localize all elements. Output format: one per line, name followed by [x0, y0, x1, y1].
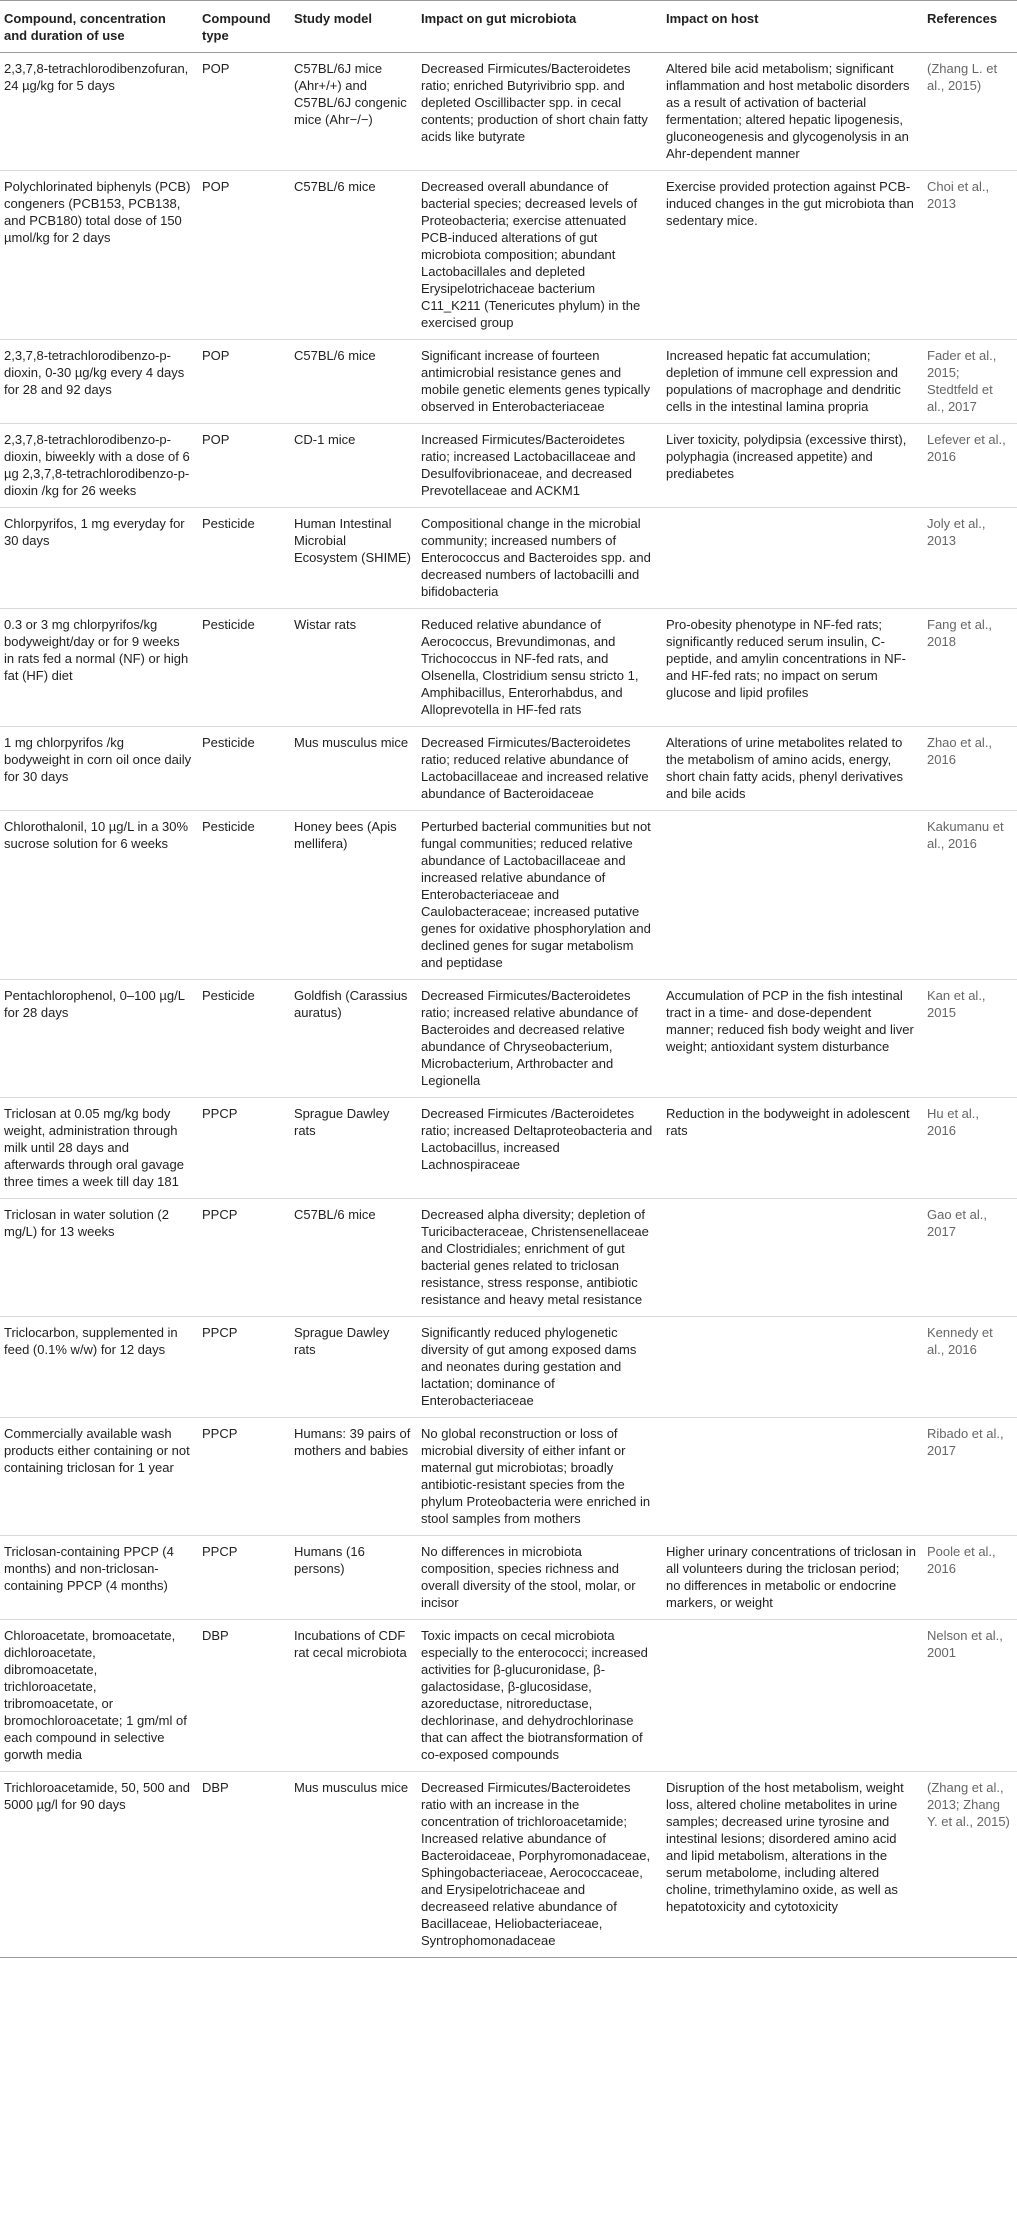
cell-refs: Ribado et al., 2017 — [923, 1418, 1017, 1536]
cell-compound: 0.3 or 3 mg chlorpyrifos/kg bodyweight/day or for 9 weeks in rats fed a normal (NF) or high fat (HF) diet — [0, 609, 198, 727]
cell-host — [662, 1620, 923, 1772]
table-row — [0, 1772, 1017, 1958]
cell-model: Honey bees (Apis mellifera) — [290, 811, 417, 980]
table-row — [0, 424, 1017, 508]
cell-microbiota: Compositional change in the microbial community; increased numbers of Enterococcus and Bacteroides spp. and decreased numbers of lactobacilli and bifidobacteria — [417, 508, 662, 609]
cell-compound: Commercially available wash products either containing or not containing triclosan for 1 year — [0, 1418, 198, 1536]
cell-model: C57BL/6 mice — [290, 340, 417, 424]
cell-compound: Triclosan-containing PPCP (4 months) and non-triclosan-containing PPCP (4 months) — [0, 1536, 198, 1620]
table-row — [0, 811, 1017, 980]
table-row — [0, 53, 1017, 171]
cell-model: Mus musculus mice — [290, 727, 417, 811]
cell-host — [662, 811, 923, 980]
cell-type: PPCP — [198, 1098, 290, 1199]
cell-compound: 2,3,7,8-tetrachlorodibenzo-p-dioxin, biweekly with a dose of 6 µg 2,3,7,8-tetrachlorodibenzo-p-dioxin /kg for 26 weeks — [0, 424, 198, 508]
header-model: Study model — [290, 1, 417, 53]
cell-model: Incubations of CDF rat cecal microbiota — [290, 1620, 417, 1772]
cell-type: POP — [198, 171, 290, 340]
cell-microbiota: Decreased Firmicutes/Bacteroidetes ratio; reduced relative abundance of Lactobacillaceae and increased relative abundance of Bacteroidaceae — [417, 727, 662, 811]
cell-microbiota: Decreased overall abundance of bacterial species; decreased levels of Proteobacteria; exercise attenuated PCB-induced alterations of gut microbiota composition; abundant Lactobacillales and depleted Erysipelotrichaceae bacterium C11_K211 (Tenericutes phylum) in the exercised group — [417, 171, 662, 340]
cell-model: Goldfish (Carassius auratus) — [290, 980, 417, 1098]
cell-model: CD-1 mice — [290, 424, 417, 508]
table-row — [0, 171, 1017, 340]
cell-host — [662, 1199, 923, 1317]
cell-type: PPCP — [198, 1199, 290, 1317]
cell-microbiota: Decreased Firmicutes/Bacteroidetes ratio; increased relative abundance of Bacteroides and decreased relative abundance of Chryseobacterium, Microbacterium, Arthrobacter and Legionella — [417, 980, 662, 1098]
cell-compound: Triclosan in water solution (2 mg/L) for 13 weeks — [0, 1199, 198, 1317]
cell-refs: (Zhang et al., 2013; Zhang Y. et al., 2015) — [923, 1772, 1017, 1958]
table-row — [0, 609, 1017, 727]
cell-host: Higher urinary concentrations of triclosan in all volunteers during the triclosan period; no differences in metabolic or endocrine markers, or weight — [662, 1536, 923, 1620]
table-row — [0, 727, 1017, 811]
table-row — [0, 1536, 1017, 1620]
table-row — [0, 1418, 1017, 1536]
header-type: Compound type — [198, 1, 290, 53]
cell-refs: Gao et al., 2017 — [923, 1199, 1017, 1317]
cell-microbiota: No differences in microbiota composition, species richness and overall diversity of the stool, molar, or incisor — [417, 1536, 662, 1620]
cell-type: POP — [198, 340, 290, 424]
cell-model: Mus musculus mice — [290, 1772, 417, 1958]
cell-refs: Lefever et al., 2016 — [923, 424, 1017, 508]
cell-host: Exercise provided protection against PCB-induced changes in the gut microbiota than sedentary mice. — [662, 171, 923, 340]
cell-compound: Chlorothalonil, 10 µg/L in a 30% sucrose solution for 6 weeks — [0, 811, 198, 980]
cell-microbiota: Significantly reduced phylogenetic diversity of gut among exposed dams and neonates during gestation and lactation; dominance of Enterobacteriaceae — [417, 1317, 662, 1418]
cell-model: Humans (16 persons) — [290, 1536, 417, 1620]
cell-type: DBP — [198, 1620, 290, 1772]
cell-host: Increased hepatic fat accumulation; depletion of immune cell expression and populations of macrophage and dendritic cells in the intestinal lamina propria — [662, 340, 923, 424]
cell-type: Pesticide — [198, 980, 290, 1098]
cell-model: Sprague Dawley rats — [290, 1098, 417, 1199]
cell-host — [662, 508, 923, 609]
table-row — [0, 508, 1017, 609]
cell-type: POP — [198, 53, 290, 171]
cell-type: DBP — [198, 1772, 290, 1958]
cell-type: Pesticide — [198, 811, 290, 980]
table-row — [0, 1620, 1017, 1772]
cell-host — [662, 1317, 923, 1418]
cell-microbiota: Decreased Firmicutes/Bacteroidetes ratio with an increase in the concentration of trichloroacetamide; Increased relative abundance of Bacteroidaceae, Porphyromonadaceae, Sphingobacteriaceae, Aerococcaceae, and Erysipelotrichaceae and decreaseed relative abundance of Bacillaceae, Heliobacteriaceae, Syntrophomonadaceae — [417, 1772, 662, 1958]
cell-model: Humans: 39 pairs of mothers and babies — [290, 1418, 417, 1536]
table-row — [0, 340, 1017, 424]
cell-host: Alterations of urine metabolites related to the metabolism of amino acids, energy, short chain fatty acids, phenyl derivatives and bile acids — [662, 727, 923, 811]
table-row — [0, 1199, 1017, 1317]
cell-host: Liver toxicity, polydipsia (excessive thirst), polyphagia (increased appetite) and prediabetes — [662, 424, 923, 508]
table-header — [0, 1, 1017, 53]
cell-host: Reduction in the bodyweight in adolescent rats — [662, 1098, 923, 1199]
cell-compound: Chlorpyrifos, 1 mg everyday for 30 days — [0, 508, 198, 609]
cell-compound: 1 mg chlorpyrifos /kg bodyweight in corn oil once daily for 30 days — [0, 727, 198, 811]
cell-microbiota: Decreased Firmicutes/Bacteroidetes ratio; enriched Butyrivibrio spp. and depleted Oscillibacter spp. in cecal contents; production of short chain fatty acids like butyrate — [417, 53, 662, 171]
cell-microbiota: Perturbed bacterial communities but not fungal communities; reduced relative abundance of Lactobacillaceae and increased relative abundance of Enterobacteriaceae and Caulobacteraceae; increased putative genes for oxidative phosphorylation and declined genes for sugar metabolism and peptidase — [417, 811, 662, 980]
cell-compound: Polychlorinated biphenyls (PCB) congeners (PCB153, PCB138, and PCB180) total dose of 150 µmol/kg for 2 days — [0, 171, 198, 340]
cell-refs: Choi et al., 2013 — [923, 171, 1017, 340]
cell-microbiota: Significant increase of fourteen antimicrobial resistance genes and mobile genetic elements genes typically observed in Enterobacteriaceae — [417, 340, 662, 424]
cell-refs: Zhao et al., 2016 — [923, 727, 1017, 811]
cell-refs: Joly et al., 2013 — [923, 508, 1017, 609]
cell-type: Pesticide — [198, 727, 290, 811]
table-row — [0, 1098, 1017, 1199]
cell-refs: Hu et al., 2016 — [923, 1098, 1017, 1199]
cell-model: C57BL/6 mice — [290, 1199, 417, 1317]
cell-type: Pesticide — [198, 508, 290, 609]
cell-refs: Fang et al., 2018 — [923, 609, 1017, 727]
cell-microbiota: Toxic impacts on cecal microbiota especially to the enterococci; increased activities for β-glucuronidase, β-galactosidase, β-glucosidase, azoreductase, nitroreductase, dechlorinase, and dehydrochlorinase that can affect the biotransformation of co-exposed compounds — [417, 1620, 662, 1772]
cell-microbiota: Decreased Firmicutes /Bacteroidetes ratio; increased Deltaproteobacteria and Lactobacillus, increased Lachnospiraceae — [417, 1098, 662, 1199]
cell-model: Sprague Dawley rats — [290, 1317, 417, 1418]
cell-refs: Kennedy et al., 2016 — [923, 1317, 1017, 1418]
cell-compound: 2,3,7,8-tetrachlorodibenzofuran, 24 µg/kg for 5 days — [0, 53, 198, 171]
header-microbiota: Impact on gut microbiota — [417, 1, 662, 53]
table-body — [0, 53, 1017, 1958]
cell-microbiota: Reduced relative abundance of Aerococcus, Brevundimonas, and Trichococcus in NF-fed rats, and Olsenella, Clostridium sensu stricto 1, Amphibacillus, Enterorhabdus, and Alloprevotella in HF-fed rats — [417, 609, 662, 727]
cell-microbiota: No global reconstruction or loss of microbial diversity of either infant or maternal gut microbiotas; broadly antibiotic-resistant species from the phylum Proteobacteria were enriched in stool samples from mothers — [417, 1418, 662, 1536]
cell-model: C57BL/6J mice (Ahr+/+) and C57BL/6J congenic mice (Ahr−/−) — [290, 53, 417, 171]
cell-host: Disruption of the host metabolism, weight loss, altered choline metabolites in urine samples; decreased urine tyrosine and intestinal lesions; disordered amino acid and lipid metabolism, alterations in the serum metabolome, including altered choline, trimethylamino oxide, as well as hepatotoxicity and cytotoxicity — [662, 1772, 923, 1958]
table-row — [0, 1317, 1017, 1418]
cell-model: C57BL/6 mice — [290, 171, 417, 340]
header-row — [0, 1, 1017, 53]
cell-compound: Triclosan at 0.05 mg/kg body weight, administration through milk until 28 days and afterwards through oral gavage three times a week till day 181 — [0, 1098, 198, 1199]
cell-microbiota: Increased Firmicutes/Bacteroidetes ratio; increased Lactobacillaceae and Desulfovibrionaceae, and decreased Prevotellaceae and ACKM1 — [417, 424, 662, 508]
cell-compound: Pentachlorophenol, 0–100 µg/L for 28 days — [0, 980, 198, 1098]
cell-host: Altered bile acid metabolism; significant inflammation and host metabolic disorders as a result of activation of bacterial fermentation; altered hepatic lipogenesis, gluconeogenesis and glycogenolysis in an Ahr-dependent manner — [662, 53, 923, 171]
cell-type: Pesticide — [198, 609, 290, 727]
cell-refs: Kan et al., 2015 — [923, 980, 1017, 1098]
cell-type: PPCP — [198, 1418, 290, 1536]
cell-refs: Poole et al., 2016 — [923, 1536, 1017, 1620]
header-host: Impact on host — [662, 1, 923, 53]
header-refs: References — [923, 1, 1017, 53]
cell-type: PPCP — [198, 1536, 290, 1620]
cell-host: Pro-obesity phenotype in NF-fed rats; significantly reduced serum insulin, C-peptide, and amylin concentrations in NF- and HF-fed rats; no impact on serum glucose and lipid profiles — [662, 609, 923, 727]
cell-refs: Fader et al., 2015; Stedtfeld et al., 2017 — [923, 340, 1017, 424]
cell-model: Human Intestinal Microbial Ecosystem (SHIME) — [290, 508, 417, 609]
cell-refs: Kakumanu et al., 2016 — [923, 811, 1017, 980]
cell-compound: 2,3,7,8-tetrachlorodibenzo-p-dioxin, 0-30 µg/kg every 4 days for 28 and 92 days — [0, 340, 198, 424]
cell-model: Wistar rats — [290, 609, 417, 727]
cell-microbiota: Decreased alpha diversity; depletion of Turicibacteraceae, Christensenellaceae and Clostridiales; enrichment of gut bacterial genes related to triclosan resistance, stress response, antibiotic resistance and heavy metal resistance — [417, 1199, 662, 1317]
cell-compound: Chloroacetate, bromoacetate, dichloroacetate, dibromoacetate, trichloroacetate, tribromoacetate, or bromochloroacetate; 1 gm/ml of each compound in selective gorwth media — [0, 1620, 198, 1772]
cell-compound: Triclocarbon, supplemented in feed (0.1% w/w) for 12 days — [0, 1317, 198, 1418]
table-row — [0, 980, 1017, 1098]
cell-refs: (Zhang L. et al., 2015) — [923, 53, 1017, 171]
cell-host: Accumulation of PCP in the fish intestinal tract in a time- and dose-dependent manner; reduced fish body weight and liver weight; antioxidant system disturbance — [662, 980, 923, 1098]
cell-type: POP — [198, 424, 290, 508]
cell-compound: Trichloroacetamide, 50, 500 and 5000 µg/l for 90 days — [0, 1772, 198, 1958]
cell-type: PPCP — [198, 1317, 290, 1418]
header-compound: Compound, concentration and duration of use — [0, 1, 198, 53]
cell-host — [662, 1418, 923, 1536]
cell-refs: Nelson et al., 2001 — [923, 1620, 1017, 1772]
